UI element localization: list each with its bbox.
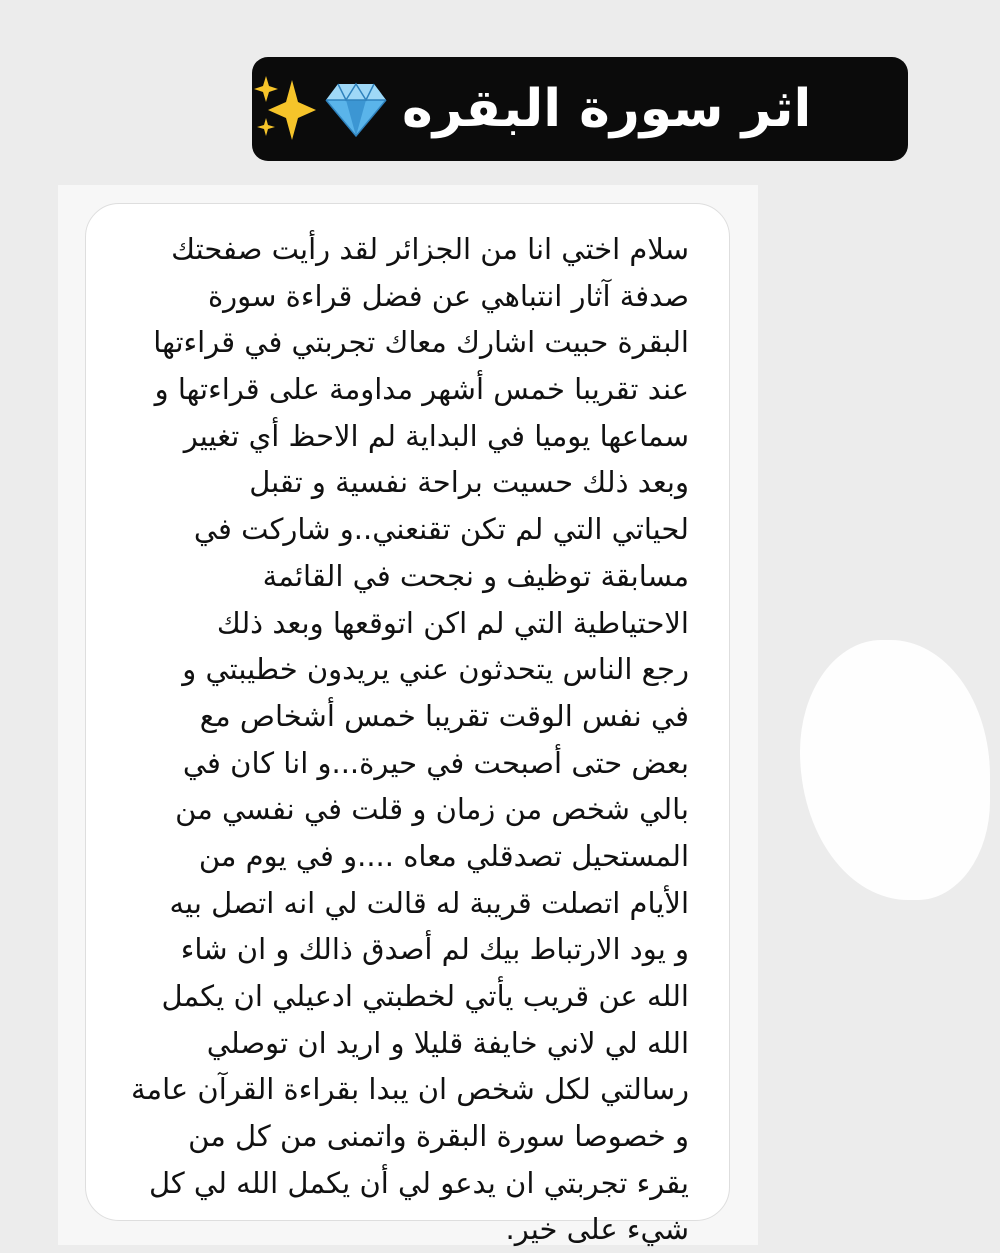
message-line: سلام اختي انا من الجزائر لقد رأيت صفحتك (171, 232, 689, 266)
message-line: لحياتي التي لم تكن تقنعني..و شاركت في (193, 512, 689, 547)
message-line: البقرة حبيت اشارك معاك تجربتي في قراءتها (153, 325, 689, 360)
gem-icon (324, 80, 388, 138)
message-line: صدفة آثار انتباهي عن فضل قراءة سورة (207, 278, 689, 313)
message-line: بالي شخص من زمان و قلت في نفسي من (175, 792, 689, 827)
message-line: يقرء تجربتي ان يدعو لي أن يكمل الله لي كل (148, 1165, 689, 1200)
message-line: شيء على خير. (505, 1212, 689, 1247)
message-line: المستحيل تصدقلي معاه ....و في يوم من (198, 838, 689, 873)
title-banner (252, 57, 908, 161)
message-line: الأيام اتصلت قريبة له قالت لي انه اتصل بيه (169, 885, 689, 920)
message-line: رجع الناس يتحدثون عني يريدون خطيبتي و (182, 652, 689, 687)
page-title: اثر سورة البقره (402, 79, 812, 139)
message-line: وبعد ذلك حسيت براحة نفسية و تقبل (249, 465, 689, 500)
title-icons (252, 74, 388, 144)
message-line: مسابقة توظيف و نجحت في القائمة (262, 558, 689, 593)
sparkles-icon (252, 74, 318, 144)
message-line: سماعها يوميا في البداية لم الاحظ أي تغيير (183, 418, 689, 453)
message-card (85, 203, 730, 1247)
message-line: رسالتي لكل شخص ان يبدا بقراءة القرآن عامة (130, 1072, 689, 1107)
message-line: الله لي لاني خايفة قليلا و اريد ان توصلي (206, 1025, 689, 1060)
message-line: الله عن قريب يأتي لخطبتي ادعيلي ان يكمل (161, 979, 689, 1013)
message-line: بعض حتى أصبحت في حيرة...و انا كان في (182, 745, 689, 780)
message-line: الاحتياطية التي لم اكن اتوقعها وبعد ذلك (216, 605, 689, 640)
message-line: و خصوصا سورة البقرة واتمنى من كل من (188, 1119, 689, 1154)
message-line: عند تقريبا خمس أشهر مداومة على قراءتها و (154, 372, 689, 407)
message-line: في نفس الوقت تقريبا خمس أشخاص مع (199, 698, 689, 733)
message-line: و يود الارتباط بيك لم أصدق ذالك و ان شاء (180, 932, 689, 967)
background-blur-shape (800, 640, 990, 900)
